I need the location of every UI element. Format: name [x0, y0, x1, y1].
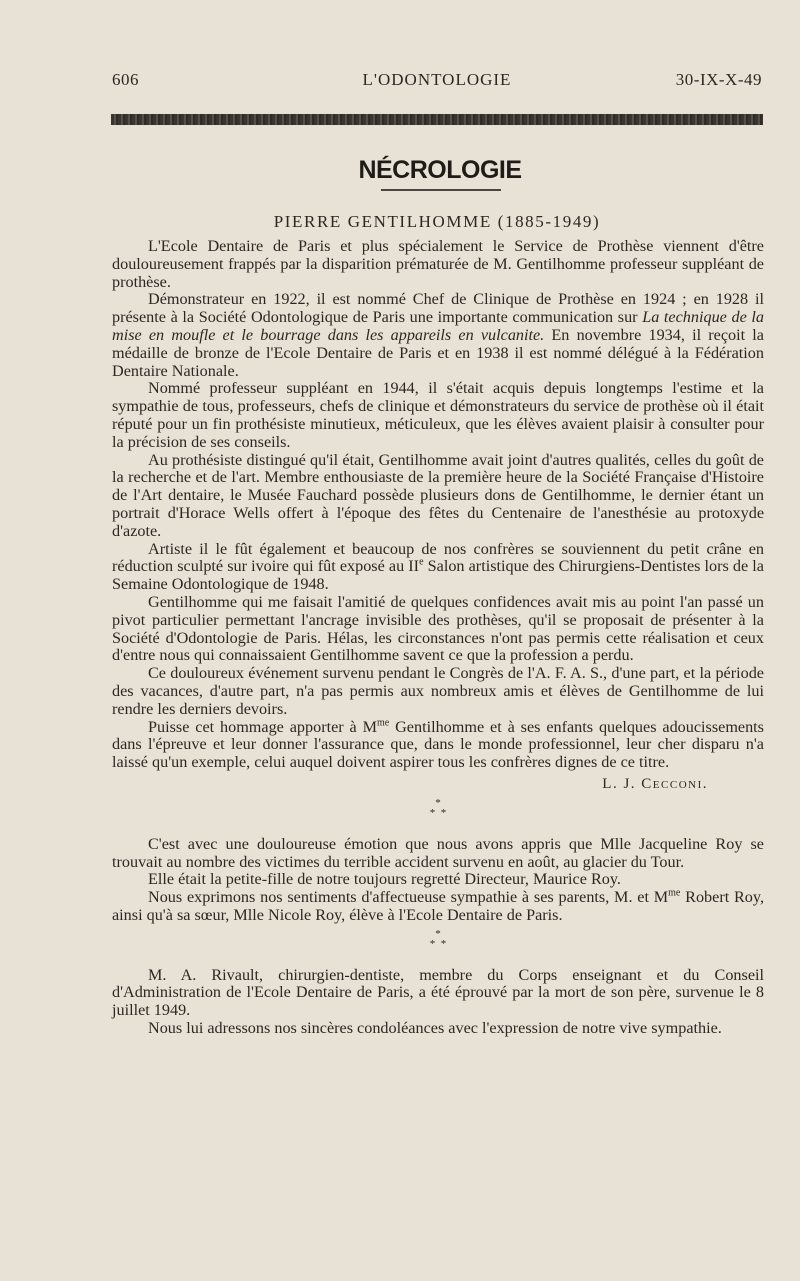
paragraph: Nommé professeur suppléant en 1944, il s'était acquis depuis longtemps l'estime et la sympathie de tous, professeurs, chefs de clinique et démonstrateurs du service de prothèse où il était réputé pour un fin prothésiste minutieux, méticuleux, que les élèves avaient plaisir à consulter pour la précision de ses conseils.: [112, 379, 764, 451]
paragraph: M. A. Rivault, chirurgien-dentiste, membre du Corps enseignant et du Conseil d'Administration de l'Ecole Dentaire de Paris, a été éprouvé par la mort de son père, survenue le 8 juillet 1949.: [112, 965, 764, 1020]
communication-title: La technique de la mise en moufle et le bourrage dans les appareils en vulcanite.: [112, 308, 765, 344]
journal-title: L'ODONTOLOGIE: [362, 70, 512, 89]
decorative-rule: [111, 114, 763, 125]
paragraph: Au prothésiste distingué qu'il était, Gentilhomme avait joint d'autres qualités, celles du goût de la recherche et de l'art. Membre enthousiaste de la première heure de la Société Française d'Histoire de l'Art dentaire, le Musée Fauchard possède plusieurs dons de Gentilhomme, le dernier étant un portrait d'Horace Wells offert à l'époque des fêtes du Centenaire de l'anesthésie au protoxyde d'azote.: [112, 450, 764, 540]
paragraph: Démonstrateur en 1922, il est nommé Chef de Clinique de Prothèse en 1924 ; en 1928 il présente à la Société Odontologique de Paris une importante communication sur La technique de la mise en moufle et le bourrage dans les appareils en vulcanite. En novembre 1934, il reçoit la médaille de bronze de l'Ecole Dentaire de Paris et en 1938 il est nommé délégué à la Fédération Dentaire Nationale.: [112, 290, 765, 380]
paragraph: Gentilhomme qui me faisait l'amitié de quelques confidences avait mis au point l'an passé un pivot particulier permettant l'ancrage invisible des prothèses, qu'il se proposait de présenter à la Société d'Odontologie de Paris. Hélas, les circonstances n'ont pas permis cette réalisation et ceux d'entre nous qui connaissaient Gentilhomme savent ce que la profession a perdu.: [112, 592, 764, 665]
paragraph: Elle était la petite-fille de notre toujours regretté Directeur, Maurice Roy.: [148, 870, 621, 889]
paragraph: Nous lui adressons nos sincères condoléances avec l'expression de notre vive sympathie.: [148, 1019, 722, 1038]
issue-date: 30-IX-X-49: [675, 70, 762, 89]
paragraph: Ce douloureux événement survenu pendant le Congrès de l'A. F. A. S., d'une part, et la période des vacances, d'autre part, n'a pas permis aux nombreux amis et élèves de Gentilhomme de lui rendre les derniers devoirs.: [112, 664, 764, 718]
running-header: [112, 70, 762, 94]
paragraph: Nous exprimons nos sentiments d'affectueuse sympathie à ses parents, M. et $M^{me}$ Robert Roy, ainsi qu'à sa sœur, Mlle Nicole Roy, élève à l'Ecole Dentaire de Paris.: [112, 887, 764, 924]
asterism-separator: * * *: [429, 796, 447, 819]
title-underline: [381, 189, 501, 191]
asterism-separator: * * *: [429, 927, 447, 950]
article-body: [112, 238, 764, 1038]
section-title: NÉCROLOGIE: [358, 156, 522, 184]
paragraph: C'est avec une douloureuse émotion que nous avons appris que Mlle Jacqueline Roy se trouvait au nombre des victimes du terrible accident survenu en août, au glacier du Tour.: [112, 834, 764, 871]
paragraph: Puisse cet hommage apporter à $M^{me}$ Gentilhomme et à ses enfants quelques adoucissements dans l'épreuve et leur donner l'assurance que, dans le monde professionnel, leur cher disparu n'a laissé qu'un exemple, celui auquel doivent aspirer tous les confrères dignes de ce titre.: [112, 717, 764, 772]
author-signature: L. J. Cecconi.: [602, 775, 708, 792]
paragraph: L'Ecole Dentaire de Paris et plus spécialement le Service de Prothèse viennent d'être douloureusement frappés par la disparition prématurée de M. Gentilhomme professeur suppléant de prothèse.: [112, 237, 764, 291]
paragraph: Artiste il le fût également et beaucoup de nos confrères se souviennent du petit crâne en réduction sculpté sur ivoire qui fût exposé au IIe Salon artistique des Chirurgiens-Dentistes lors de la Semaine Odontologique de 1948.: [112, 539, 764, 594]
page-number: 606: [112, 70, 139, 89]
article-heading: PIERRE GENTILHOMME (1885-1949): [273, 212, 601, 231]
